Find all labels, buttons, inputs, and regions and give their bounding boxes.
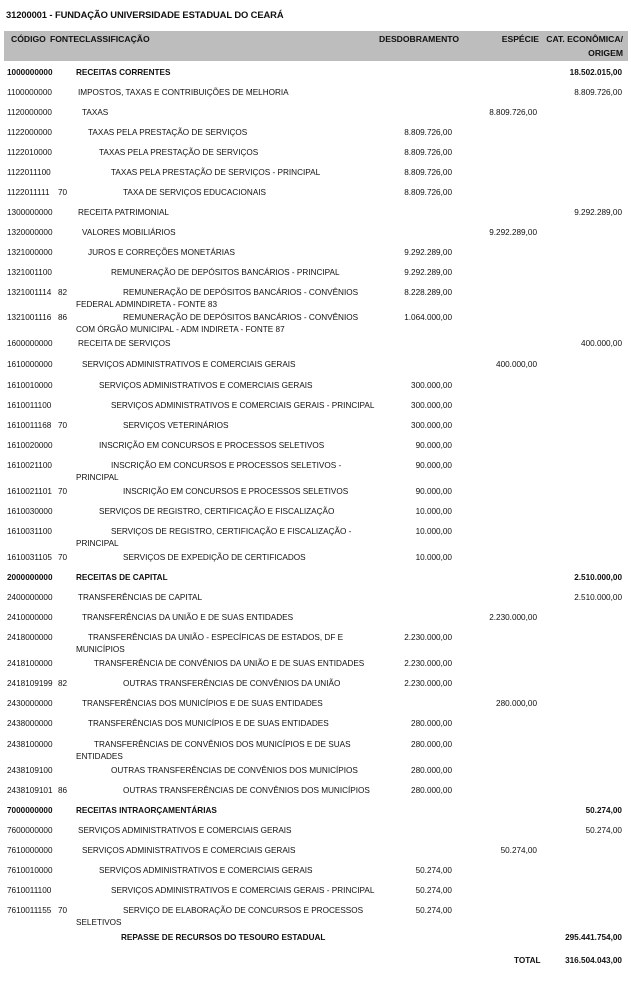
row-description-cont: SELETIVOS	[76, 918, 122, 927]
row-description: REMUNERAÇÃO DE DEPÓSITOS BANCÁRIOS - CONVÊNIOS	[123, 288, 359, 297]
row-cat-economica: 50.274,00	[585, 806, 622, 815]
row-description: RECEITAS INTRAORÇAMENTÁRIAS	[76, 806, 217, 815]
row-code: 2418109199	[7, 679, 53, 688]
row-description: TRANSFERÊNCIAS DOS MUNICÍPIOS E DE SUAS ENTIDADES	[82, 699, 323, 708]
row-description: TRANSFERÊNCIA DE CONVÊNIOS DA UNIÃO E DE SUAS ENTIDADES	[94, 659, 365, 668]
row-code: 1122011111	[7, 188, 50, 197]
row-code: 7600000000	[7, 826, 53, 835]
row-code: 1610030000	[7, 507, 53, 516]
row-code: 2438109101	[7, 786, 53, 795]
row-desdobramento: 8.809.726,00	[404, 128, 452, 137]
header-codigo: CÓDIGO	[11, 34, 46, 44]
row-code: 1300000000	[7, 208, 53, 217]
row-description: OUTRAS TRANSFERÊNCIAS DE CONVÊNIOS DA UNIÃO	[123, 679, 341, 688]
row-code: 1321001100	[7, 268, 52, 277]
row-fonte: 70	[58, 487, 68, 496]
row-desdobramento: 8.228.289,00	[404, 288, 452, 297]
row-fonte: 86	[58, 313, 68, 322]
row-description-cont: PRINCIPAL	[76, 473, 119, 482]
header-fonte: FONTE	[50, 34, 80, 44]
row-description-cont: FEDERAL ADMINDIRETA - FONTE 83	[76, 300, 218, 309]
row-code: 2000000000	[7, 573, 53, 582]
row-desdobramento: 90.000,00	[415, 461, 452, 470]
row-description: TAXAS PELA PRESTAÇÃO DE SERVIÇOS	[99, 148, 259, 157]
row-description: TAXAS	[82, 108, 109, 117]
row-description: RECEITA PATRIMONIAL	[78, 208, 169, 217]
row-code: 1100000000	[7, 88, 52, 97]
row-description: INSCRIÇÃO EM CONCURSOS E PROCESSOS SELETIVOS	[123, 487, 349, 496]
row-especie: 2.230.000,00	[489, 613, 537, 622]
row-desdobramento: 8.809.726,00	[404, 148, 452, 157]
row-fonte: 70	[58, 421, 68, 430]
row-code: 2430000000	[7, 699, 53, 708]
row-desdobramento: 50.274,00	[415, 906, 452, 915]
row-desdobramento: 300.000,00	[411, 401, 452, 410]
row-cat-economica: 50.274,00	[585, 826, 622, 835]
row-desdobramento: 2.230.000,00	[404, 679, 452, 688]
row-especie: 50.274,00	[500, 846, 537, 855]
row-code: 1120000000	[7, 108, 52, 117]
row-desdobramento: 9.292.289,00	[404, 268, 452, 277]
row-code: 1122011100	[7, 168, 51, 177]
row-especie: 400.000,00	[496, 360, 537, 369]
row-desdobramento: 280.000,00	[411, 740, 452, 749]
row-desdobramento: 280.000,00	[411, 786, 452, 795]
row-code: 2438109100	[7, 766, 53, 775]
row-desdobramento: 90.000,00	[415, 487, 452, 496]
row-code: 2438100000	[7, 740, 53, 749]
row-description: RECEITAS CORRENTES	[76, 68, 171, 77]
row-code: 1610031105	[7, 553, 52, 562]
row-desdobramento: 9.292.289,00	[404, 248, 452, 257]
row-code: 1122000000	[7, 128, 52, 137]
row-description: TRANSFERÊNCIAS DOS MUNICÍPIOS E DE SUAS ENTIDADES	[88, 719, 329, 728]
row-especie: 280.000,00	[496, 699, 537, 708]
row-fonte: 82	[58, 288, 68, 297]
header-cat-line2: ORIGEM	[588, 48, 623, 58]
header-especie: ESPÉCIE	[501, 34, 539, 44]
row-description: RECEITA DE SERVIÇOS	[78, 339, 171, 348]
row-code: 1610020000	[7, 441, 53, 450]
row-code: 1321001114	[7, 288, 52, 297]
row-code: 1000000000	[7, 68, 53, 77]
row-description: SERVIÇOS ADMINISTRATIVOS E COMERCIAIS GERAIS	[82, 846, 296, 855]
row-description: INSCRIÇÃO EM CONCURSOS E PROCESSOS SELETIVOS	[99, 441, 325, 450]
row-description: SERVIÇOS DE EXPEDIÇÃO DE CERTIFICADOS	[123, 553, 306, 562]
row-code: 1610011100	[7, 401, 52, 410]
header-classificacao: CLASSIFICAÇÃO	[79, 34, 150, 44]
row-code: 7610000000	[7, 846, 53, 855]
row-desdobramento: 280.000,00	[411, 766, 452, 775]
repasse-value: 295.441.754,00	[565, 933, 622, 942]
row-desdobramento: 50.274,00	[415, 866, 452, 875]
header-desdobramento: DESDOBRAMENTO	[379, 34, 460, 44]
row-cat-economica: 18.502.015,00	[569, 68, 622, 77]
row-code: 1610031100	[7, 527, 52, 536]
row-code: 1610011168	[7, 421, 52, 430]
row-description: OUTRAS TRANSFERÊNCIAS DE CONVÊNIOS DOS MUNICÍPIOS	[123, 786, 370, 795]
row-description: SERVIÇOS ADMINISTRATIVOS E COMERCIAIS GERAIS	[99, 866, 313, 875]
row-code: 1610000000	[7, 360, 53, 369]
row-cat-economica: 9.292.289,00	[574, 208, 622, 217]
row-desdobramento: 300.000,00	[411, 421, 452, 430]
row-desdobramento: 1.064.000,00	[404, 313, 452, 322]
row-code: 7610011155	[7, 906, 52, 915]
row-desdobramento: 50.274,00	[415, 886, 452, 895]
row-fonte: 82	[58, 679, 68, 688]
row-fonte: 70	[58, 906, 68, 915]
row-especie: 8.809.726,00	[489, 108, 537, 117]
row-description-cont: MUNICÍPIOS	[76, 645, 125, 654]
row-code: 2418100000	[7, 659, 53, 668]
document-title: 31200001 - FUNDAÇÃO UNIVERSIDADE ESTADUAL DO CEARÁ	[6, 9, 284, 20]
repasse-label: REPASSE DE RECURSOS DO TESOURO ESTADUAL	[121, 933, 326, 942]
row-description: TRANSFERÊNCIAS DA UNIÃO E DE SUAS ENTIDADES	[82, 613, 294, 622]
row-code: 7610011100	[7, 886, 52, 895]
row-desdobramento: 90.000,00	[415, 441, 452, 450]
row-description: SERVIÇOS DE REGISTRO, CERTIFICAÇÃO E FISCALIZAÇÃO	[99, 507, 335, 516]
row-description: TRANSFERÊNCIAS DE CAPITAL	[78, 593, 203, 602]
row-cat-economica: 2.510.000,00	[574, 573, 622, 582]
row-fonte: 70	[58, 188, 68, 197]
total-value: 316.504.043,00	[565, 956, 622, 965]
row-desdobramento: 300.000,00	[411, 381, 452, 390]
row-description: IMPOSTOS, TAXAS E CONTRIBUIÇÕES DE MELHORIA	[78, 88, 289, 97]
row-description: REMUNERAÇÃO DE DEPÓSITOS BANCÁRIOS - PRINCIPAL	[111, 268, 340, 277]
table-header	[4, 31, 628, 61]
row-desdobramento: 8.809.726,00	[404, 168, 452, 177]
row-description: SERVIÇO DE ELABORAÇÃO DE CONCURSOS E PROCESSOS	[123, 906, 364, 915]
row-cat-economica: 400.000,00	[581, 339, 622, 348]
row-code: 1122010000	[7, 148, 52, 157]
row-code: 1610010000	[7, 381, 53, 390]
row-desdobramento: 2.230.000,00	[404, 633, 452, 642]
row-code: 7000000000	[7, 806, 53, 815]
row-description: SERVIÇOS ADMINISTRATIVOS E COMERCIAIS GERAIS	[99, 381, 313, 390]
row-code: 1320000000	[7, 228, 53, 237]
row-description: SERVIÇOS ADMINISTRATIVOS E COMERCIAIS GERAIS - PRINCIPAL	[111, 886, 375, 895]
row-description-cont: ENTIDADES	[76, 752, 123, 761]
row-description: TRANSFERÊNCIAS DE CONVÊNIOS DOS MUNICÍPIOS E DE SUAS	[94, 740, 351, 749]
row-cat-economica: 2.510.000,00	[574, 593, 622, 602]
row-description-cont: PRINCIPAL	[76, 539, 119, 548]
row-description: SERVIÇOS ADMINISTRATIVOS E COMERCIAIS GERAIS	[78, 826, 292, 835]
row-description-cont: COM ÓRGÃO MUNICIPAL - ADM INDIRETA - FONTE 87	[76, 325, 285, 334]
row-desdobramento: 2.230.000,00	[404, 659, 452, 668]
row-description: VALORES MOBILIÁRIOS	[82, 228, 176, 237]
row-code: 2438000000	[7, 719, 53, 728]
row-fonte: 70	[58, 553, 68, 562]
row-description: TAXA DE SERVIÇOS EDUCACIONAIS	[123, 188, 267, 197]
row-description: INSCRIÇÃO EM CONCURSOS E PROCESSOS SELETIVOS -	[111, 461, 342, 470]
row-description: SERVIÇOS DE REGISTRO, CERTIFICAÇÃO E FISCALIZAÇÃO -	[111, 527, 352, 536]
row-fonte: 86	[58, 786, 68, 795]
header-cat-line1: CAT. ECONÔMICA/	[546, 34, 623, 44]
row-description: JUROS E CORREÇÕES MONETÁRIAS	[88, 248, 235, 257]
row-desdobramento: 10.000,00	[415, 553, 452, 562]
row-description: TAXAS PELA PRESTAÇÃO DE SERVIÇOS - PRINCIPAL	[111, 168, 321, 177]
row-desdobramento: 10.000,00	[415, 507, 452, 516]
row-code: 2418000000	[7, 633, 53, 642]
row-desdobramento: 10.000,00	[415, 527, 452, 536]
row-desdobramento: 280.000,00	[411, 719, 452, 728]
row-code: 2410000000	[7, 613, 53, 622]
row-code: 7610010000	[7, 866, 53, 875]
row-description: SERVIÇOS ADMINISTRATIVOS E COMERCIAIS GERAIS	[82, 360, 296, 369]
row-description: RECEITAS DE CAPITAL	[76, 573, 168, 582]
row-code: 2400000000	[7, 593, 53, 602]
row-especie: 9.292.289,00	[489, 228, 537, 237]
row-description: SERVIÇOS ADMINISTRATIVOS E COMERCIAIS GERAIS - PRINCIPAL	[111, 401, 375, 410]
row-code: 1321001116	[7, 313, 52, 322]
row-code: 1610021101	[7, 487, 52, 496]
row-description: REMUNERAÇÃO DE DEPÓSITOS BANCÁRIOS - CONVÊNIOS	[123, 313, 359, 322]
row-description: SERVIÇOS VETERINÁRIOS	[123, 421, 229, 430]
total-label: TOTAL	[514, 956, 541, 965]
row-cat-economica: 8.809.726,00	[574, 88, 622, 97]
row-code: 1610021100	[7, 461, 52, 470]
row-description: TRANSFERÊNCIAS DA UNIÃO - ESPECÍFICAS DE ESTADOS, DF E	[88, 633, 344, 642]
row-code: 1600000000	[7, 339, 53, 348]
row-description: TAXAS PELA PRESTAÇÃO DE SERVIÇOS	[88, 128, 248, 137]
row-description: OUTRAS TRANSFERÊNCIAS DE CONVÊNIOS DOS MUNICÍPIOS	[111, 766, 358, 775]
row-code: 1321000000	[7, 248, 53, 257]
row-desdobramento: 8.809.726,00	[404, 188, 452, 197]
